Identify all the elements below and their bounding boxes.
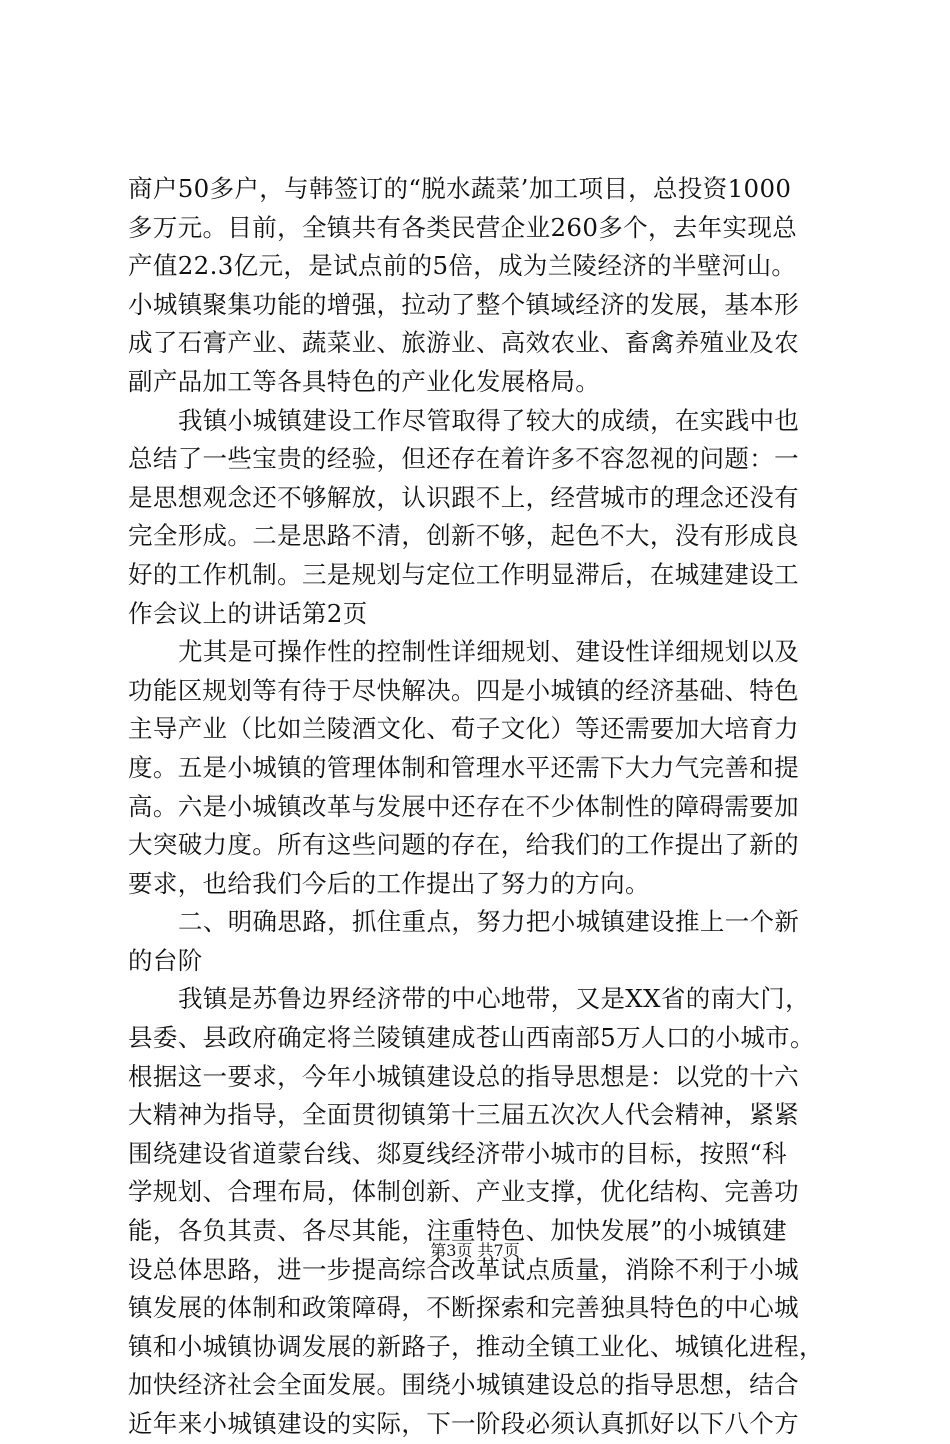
text-line: 主导产业（比如兰陵酒文化、荀子文化）等还需要加大培育力 <box>128 714 799 744</box>
text-line: 副产品加工等各具特色的产业化发展格局。 <box>128 366 601 396</box>
text-line: 多万元。目前，全镇共有各类民营企业260多个，去年实现总 <box>128 212 798 242</box>
text-line: 近年来小城镇建设的实际，下一阶段必须认真抓好以下八个方 <box>128 1409 799 1438</box>
text-line: 设总体思路，进一步提高综合改革试点质量，消除不利于小城 <box>128 1254 799 1284</box>
text-line: 学规划、合理布局，体制创新、产业支撑，优化结构、完善功 <box>128 1177 799 1207</box>
text-line: 大精神为指导，全面贯彻镇第十三届五次次人代会精神，紧紧 <box>128 1100 799 1130</box>
text-line: 围绕建设省道蒙台线、郯夏线经济带小城市的目标，按照“科 <box>128 1138 787 1168</box>
text-line: 二、明确思路，抓住重点，努力把小城镇建设推上一个新 <box>178 907 800 937</box>
text-line: 商户50多户，与韩签订的“脱水蔬菜’加工项目，总投资1000 <box>128 174 792 203</box>
text-line: 镇和小城镇协调发展的新路子，推动全镇工业化、城镇化进程， <box>128 1331 824 1361</box>
text-line: 总结了一些宝贵的经验，但还存在着许多不容忽视的问题：一 <box>128 444 799 474</box>
page-total: 共7页 <box>477 1241 520 1260</box>
text-line: 小城镇聚集功能的增强，拉动了整个镇域经济的发展，基本形 <box>128 289 799 319</box>
text-line: 加快经济社会全面发展。围绕小城镇建设总的指导思想，结合 <box>128 1370 799 1400</box>
text-line: 度。五是小城镇的管理体制和管理水平还需下大力气完善和提 <box>128 752 799 782</box>
text-line: 要求，也给我们今后的工作提出了努力的方向。 <box>128 868 650 898</box>
text-line: 完全形成。二是思路不清，创新不够，起色不大，没有形成良 <box>128 521 799 551</box>
text-line: 成了石膏产业、蔬菜业、旅游业、高效农业、畜禽养殖业及农 <box>128 328 799 358</box>
text-line: 镇发展的体制和政策障碍，不断探索和完善独具特色的中心城 <box>128 1293 799 1323</box>
text-line: 高。六是小城镇改革与发展中还存在不少体制性的障碍需要加 <box>128 791 799 821</box>
text-line: 尤其是可操作性的控制性详细规划、建设性详细规划以及 <box>178 637 800 667</box>
text-line: 的台阶 <box>128 945 203 975</box>
text-line: 县委、县政府确定将兰陵镇建成苍山西南部5万人口的小城市。 <box>128 1023 815 1053</box>
text-line: 我镇是苏鲁边界经济带的中心地带，又是XX省的南大门， <box>178 984 810 1014</box>
text-line: 作会议上的讲话第2页 <box>128 598 368 628</box>
text-line: 我镇小城镇建设工作尽管取得了较大的成绩，在实践中也 <box>178 405 800 435</box>
page-footer <box>0 1240 950 1262</box>
text-line: 产值22.3亿元，是试点前的5倍，成为兰陵经济的半壁河山。 <box>128 251 797 281</box>
text-line: 是思想观念还不够解放，认识跟不上，经营城市的理念还没有 <box>128 482 799 512</box>
text-line: 根据这一要求，今年小城镇建设总的指导思想是：以党的十六 <box>128 1061 799 1091</box>
text-line: 好的工作机制。三是规划与定位工作明显滞后，在城建建设工 <box>128 559 799 589</box>
text-line: 能，各负其责、各尽其能，注重特色、加快发展”的小城镇建 <box>128 1216 787 1246</box>
text-line: 大突破力度。所有这些问题的存在，给我们的工作提出了新的 <box>128 830 799 860</box>
page-number: 第3页 <box>430 1241 473 1260</box>
text-line: 功能区规划等有待于尽快解决。四是小城镇的经济基础、特色 <box>128 675 799 705</box>
